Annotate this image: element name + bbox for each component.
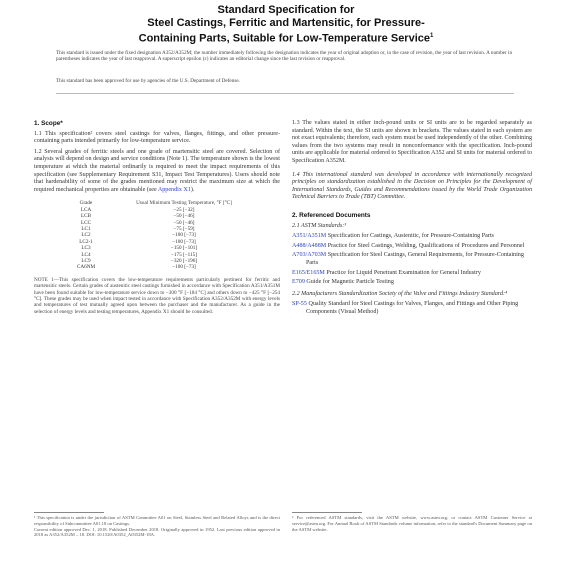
section-heading-scope: 1. Scope* bbox=[34, 120, 63, 127]
list-item: SP-55 Quality Standard for Steel Castings for Valves, Flanges, and Fittings and Other Piping Components (Visual Method) bbox=[292, 301, 519, 315]
left-column bbox=[34, 120, 280, 315]
mss-reference-list bbox=[292, 301, 532, 316]
paragraph-1-3: 1.3 The values stated in either inch-pound units or SI units are to be regarded separately as standard. Within the text, the SI units are shown in brackets. The values stated in each system are not exact equivalents; therefore, each system must be used independently of the other. Combining values from the two systems may result in nonconformance with the specification. Inch-pound units are applicable for material ordered to Specification A352 and SI units for material ordered to Specification A352M. bbox=[292, 120, 532, 164]
title-line-3: Containing Parts, Suitable for Low-Temperature Service$^1$ bbox=[138, 32, 434, 45]
temperature-cell: −100 [−73] bbox=[172, 232, 196, 239]
grade-cell: LC9 bbox=[81, 258, 91, 264]
grade-temperature-table bbox=[34, 200, 280, 270]
reference-title: Practice for Steel Castings, Welding, Qualifications of Procedures and Personnel bbox=[327, 242, 525, 249]
reference-title: Specification for Castings, Austenitic, for Pressure-Containing Parts bbox=[327, 233, 494, 240]
temperature-cell: −50 [−46] bbox=[173, 219, 195, 226]
right-column bbox=[292, 120, 532, 318]
temperature-cell: −100 [−73] bbox=[172, 264, 196, 271]
grade-cell: LCC bbox=[80, 219, 92, 226]
temperature-cell: −50 [−46] bbox=[173, 213, 195, 220]
issuance-note: This standard is issued under the fixed designation A352/A352M; the number immediately following the designation indicates the year of original adoption or, in the case of revision, the year of last revision. A number in parentheses indicates the year of last reapproval. A superscript epsilon (ε) indicates an editorial change since the last revision or reapproval. bbox=[56, 50, 513, 63]
note-1: NOTE 1—This specification covers the low-temperature requirements particularly pertinent for ferritic and martensitic steels. Certain grades of austenitic steel castings furnished in accordance with Specification A351/A351M have been found suitable for low-temperature service down to −300 °F [−184 °C] and others down to −425 °F [−254 °C]. These grades may be used when impact tested in accordance with Specification A352/A352M with energy levels and temperatures of test mutually agreed upon between the purchaser and the manufacturer. As a guide in the selection of energy levels and testing temperatures, Appendix X1 should be consulted. bbox=[34, 276, 280, 315]
footnote-divider-right bbox=[292, 512, 362, 513]
list-item bbox=[292, 243, 532, 251]
grade-cell: LC3 bbox=[81, 245, 91, 252]
reference-code-link[interactable]: A703/A703M bbox=[292, 252, 327, 259]
list-item bbox=[292, 279, 532, 287]
temperature-cell: −175 [−115] bbox=[171, 251, 197, 258]
document-title bbox=[86, 4, 486, 46]
footnote-left: ¹ This specification is under the jurisdiction of ASTM Committee A01 on Steel, Stainless Steel and Related Alloys and is the direct responsibility of Subcommittee A01.18 on Castings. Current edition approved Dec. 1, 2018. Published December 2018. Originally approved in 1952. Last previous edition approved in 2018 as A352/A352M – 18. DOI: 10.1520/A0352_A0352M-18A. bbox=[34, 515, 280, 538]
reference-title: Guide for Magnetic Particle Testing bbox=[306, 279, 394, 286]
title-line-2: Steel Castings, Ferritic and Martensitic, for Pressure- bbox=[147, 17, 425, 29]
appendix-x1-link[interactable]: Appendix X1 bbox=[157, 186, 191, 193]
grade-cell: LC4 bbox=[81, 251, 91, 258]
temperature-cell: −100 [−73] bbox=[172, 238, 196, 245]
title-line-1: Standard Specification for bbox=[217, 4, 355, 16]
reference-title: Specification for Steel Castings, General Requirements, for Pressure-Containing Parts bbox=[306, 252, 524, 266]
section-heading-referenced-documents: 2. Referenced Documents bbox=[292, 211, 371, 219]
grade-cell: LCA bbox=[80, 206, 92, 213]
grade-cell: LC2-1 bbox=[79, 238, 93, 245]
grade-cell: LC1 bbox=[81, 225, 91, 232]
list-item bbox=[292, 233, 532, 241]
footnote-divider-left bbox=[34, 512, 104, 513]
astm-reference-list bbox=[292, 233, 532, 287]
footnote-right: ³ For referenced ASTM standards, visit the ASTM website, www.astm.org, or contact ASTM Customer Service at service@astm.org. For Annual Book of ASTM Standards volume information, refer to the standard's Document Summary page on the ASTM website. bbox=[292, 515, 532, 532]
temperature-cell: −75 [−59] bbox=[173, 225, 195, 232]
paragraph-1-2: 1.2 Several grades of ferritic steels and one grade of martensitic steel are covered. Selection of analysis will depend on design and service conditions (Note 1). The temperature shown is the lowest temperature at which the material ordinarily is required to meet the impact requirements of this specification (see Supplementary Requirement S31, Impact Test Temperatures). Users should note that hardenability of some of the grades mentioned may restrict the maximum size at which the required mechanical properties are obtainable (see Appendix X1). bbox=[34, 148, 280, 193]
temperature-cell: −25 [−32] bbox=[173, 206, 195, 213]
reference-code-link[interactable]: A488/A488M bbox=[292, 242, 327, 249]
reference-code-link[interactable]: A351/A351M bbox=[292, 233, 327, 240]
grade-cell: LC2 bbox=[81, 232, 91, 239]
reference-code-link[interactable]: E165/E165M bbox=[292, 269, 325, 276]
paragraph-1-4: 1.4 This international standard was developed in accordance with internationally recognized principles on standardization established in the Decision on Principles for the Development of International Standards, Guides and Recommendations issued by the World Trade Organization Technical Barriers to Trade (TBT) Committee. bbox=[292, 171, 532, 201]
temperature-column-header: Usual Minimum Testing Temperature, °F [°C] bbox=[136, 200, 232, 207]
dod-approval-note: This standard has been approved for use by agencies of the U.S. Department of Defense. bbox=[56, 78, 240, 84]
mss-heading: 2.2 Manufacturers Standardization Society of the Valve and Fittings Industry Standard:⁴ bbox=[292, 290, 508, 297]
astm-standards-heading: 2.1 ASTM Standards:³ bbox=[292, 222, 347, 229]
grade-column-header: Grade bbox=[79, 200, 93, 207]
header-divider bbox=[56, 93, 514, 94]
reference-code-link[interactable]: E709 bbox=[292, 279, 305, 286]
list-item bbox=[292, 252, 532, 267]
reference-title: Practice for Liquid Penetrant Examination for General Industry bbox=[326, 269, 481, 276]
table-row bbox=[34, 264, 280, 270]
grade-cell: CA6NM bbox=[76, 264, 96, 271]
temperature-cell: −320 [−196] bbox=[170, 258, 198, 264]
table-body bbox=[34, 207, 280, 271]
temperature-cell: −150 [−101] bbox=[170, 245, 198, 252]
mss-code-link[interactable]: SP-55 bbox=[292, 301, 307, 308]
grade-cell: LCB bbox=[80, 213, 92, 220]
paragraph-1-1: 1.1 This specification² covers steel castings for valves, flanges, fittings, and other pressure-containing parts intended primarily for low-temperature service. bbox=[34, 130, 280, 145]
list-item bbox=[292, 270, 532, 278]
